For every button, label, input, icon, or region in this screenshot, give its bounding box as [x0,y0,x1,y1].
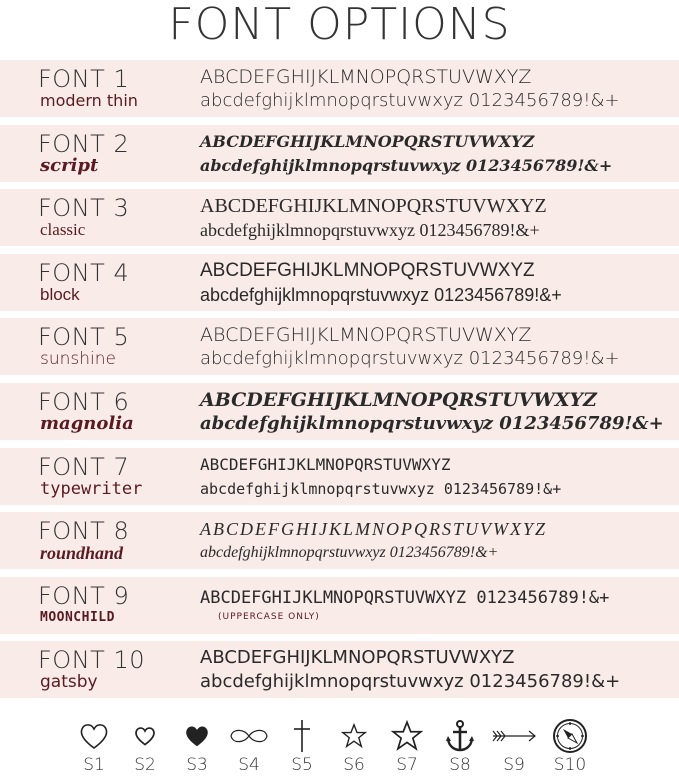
uppercase-only-note: (UPPERCASE ONLY) [218,611,320,622]
font-name: FONT 6 [38,387,130,416]
font-sample-uppercase: ABCDEFGHIJKLMNOPQRSTUVWXYZ [200,519,547,540]
symbol-label: S2 [134,755,156,775]
symbol-option-s4[interactable] [224,716,274,774]
font-name: FONT 7 [38,452,130,481]
symbol-label: S9 [503,755,525,775]
font-sample-uppercase: ABCDEFGHIJKLMNOPQRSTUVWXYZ [200,66,532,88]
font-name: FONT 3 [38,194,130,223]
font-style-name: modern thin [40,91,138,110]
font-sample-lowercase: abcdefghijklmnopqrstuvwxyz 0123456789!&+ [200,155,613,175]
symbol-label: S5 [291,755,313,775]
font-options-list [0,60,679,706]
cross-icon [277,716,327,756]
font-row-1[interactable] [0,60,679,117]
font-sample-uppercase: ABCDEFGHIJKLMNOPQRSTUVWXYZ 0123456789!&+ [200,587,610,608]
font-row-8[interactable] [0,512,679,569]
font-name: FONT 2 [38,129,130,158]
font-sample-uppercase: ABCDEFGHIJKLMNOPQRSTUVWXYZ [200,454,451,474]
font-style-name: block [40,284,80,304]
font-name: FONT 8 [38,517,130,546]
font-style-name: typewriter [40,478,143,499]
font-row-6[interactable] [0,383,679,440]
font-name: FONT 4 [38,258,130,287]
font-sample-lowercase: abcdefghijklmnopqrstuvwxyz 0123456789!&+ [200,671,621,693]
symbol-option-s5[interactable] [277,716,327,774]
font-sample-lowercase: abcdefghijklmnopqrstuvwxyz 0123456789!&+ [200,220,540,241]
font-name: FONT 5 [38,323,130,352]
font-row-10[interactable] [0,641,679,698]
font-name: FONT 9 [38,581,130,610]
font-sample-lowercase: abcdefghijklmnopqrstuvwxyz 0123456789!&+ [200,412,664,434]
symbol-option-s2[interactable] [120,716,170,774]
font-style-name: MOONCHILD [40,609,115,625]
font-sample-lowercase: abcdefghijklmnopqrstuvwxyz 0123456789!&+ [200,90,620,111]
arrow-icon [489,716,539,756]
font-style-name: roundhand [40,543,124,564]
symbol-label: S1 [83,755,105,775]
font-sample-uppercase: ABCDEFGHIJKLMNOPQRSTUVWXYZ [200,131,535,151]
symbol-option-s10[interactable] [545,716,595,774]
font-row-9[interactable] [0,577,679,634]
font-sample-uppercase: ABCDEFGHIJKLMNOPQRSTUVWXYZ [200,388,597,411]
infinity-icon [224,716,274,756]
font-row-5[interactable] [0,318,679,375]
symbol-option-s8[interactable] [435,716,485,774]
font-style-name: script [40,154,99,176]
symbol-label: S6 [343,755,365,775]
symbol-option-s9[interactable] [489,716,539,774]
font-style-name: classic [40,220,86,240]
font-row-4[interactable] [0,254,679,311]
symbol-label: S7 [396,755,418,775]
font-row-7[interactable] [0,448,679,505]
symbol-label: S10 [553,755,587,775]
page-title: FONT OPTIONS [168,0,511,50]
symbol-option-s7[interactable] [382,716,432,774]
small-star-outline-icon [329,716,379,756]
symbol-label: S3 [186,755,208,775]
symbol-option-s6[interactable] [329,716,379,774]
font-style-name: magnolia [40,412,134,434]
compass-icon [545,716,595,756]
font-name: FONT 1 [38,65,130,93]
font-sample-lowercase: abcdefghijklmnopqrstuvwxyz 0123456789!&+ [200,479,562,498]
star-outline-icon [382,716,432,756]
small-heart-outline-icon [120,716,170,756]
font-sample-lowercase: abcdefghijklmnopqrstuvwxyz 0123456789!&+ [200,284,562,305]
font-sample-uppercase: ABCDEFGHIJKLMNOPQRSTUVWXYZ [200,324,532,347]
font-sample-uppercase: ABCDEFGHIJKLMNOPQRSTUVWXYZ [200,259,535,281]
symbol-option-s1[interactable] [69,716,119,774]
font-sample-lowercase: abcdefghijklmnopqrstuvwxyz 0123456789!&+ [200,544,499,562]
font-row-2[interactable] [0,125,679,182]
font-sample-uppercase: ABCDEFGHIJKLMNOPQRSTUVWXYZ [200,647,515,669]
symbol-label: S8 [449,755,471,775]
font-style-name: gatsby [40,672,98,693]
symbol-option-s3[interactable] [172,716,222,774]
font-style-name: sunshine [40,349,116,370]
font-sample-lowercase: abcdefghijklmnopqrstuvwxyz 0123456789!&+ [200,348,620,370]
heart-outline-icon [69,716,119,756]
heart-filled-icon [172,716,222,756]
font-sample-uppercase: ABCDEFGHIJKLMNOPQRSTUVWXYZ [200,195,547,218]
font-row-3[interactable] [0,189,679,246]
symbol-label: S4 [238,755,260,775]
symbol-options [0,716,679,776]
anchor-icon [435,716,485,756]
font-name: FONT 10 [38,646,145,675]
